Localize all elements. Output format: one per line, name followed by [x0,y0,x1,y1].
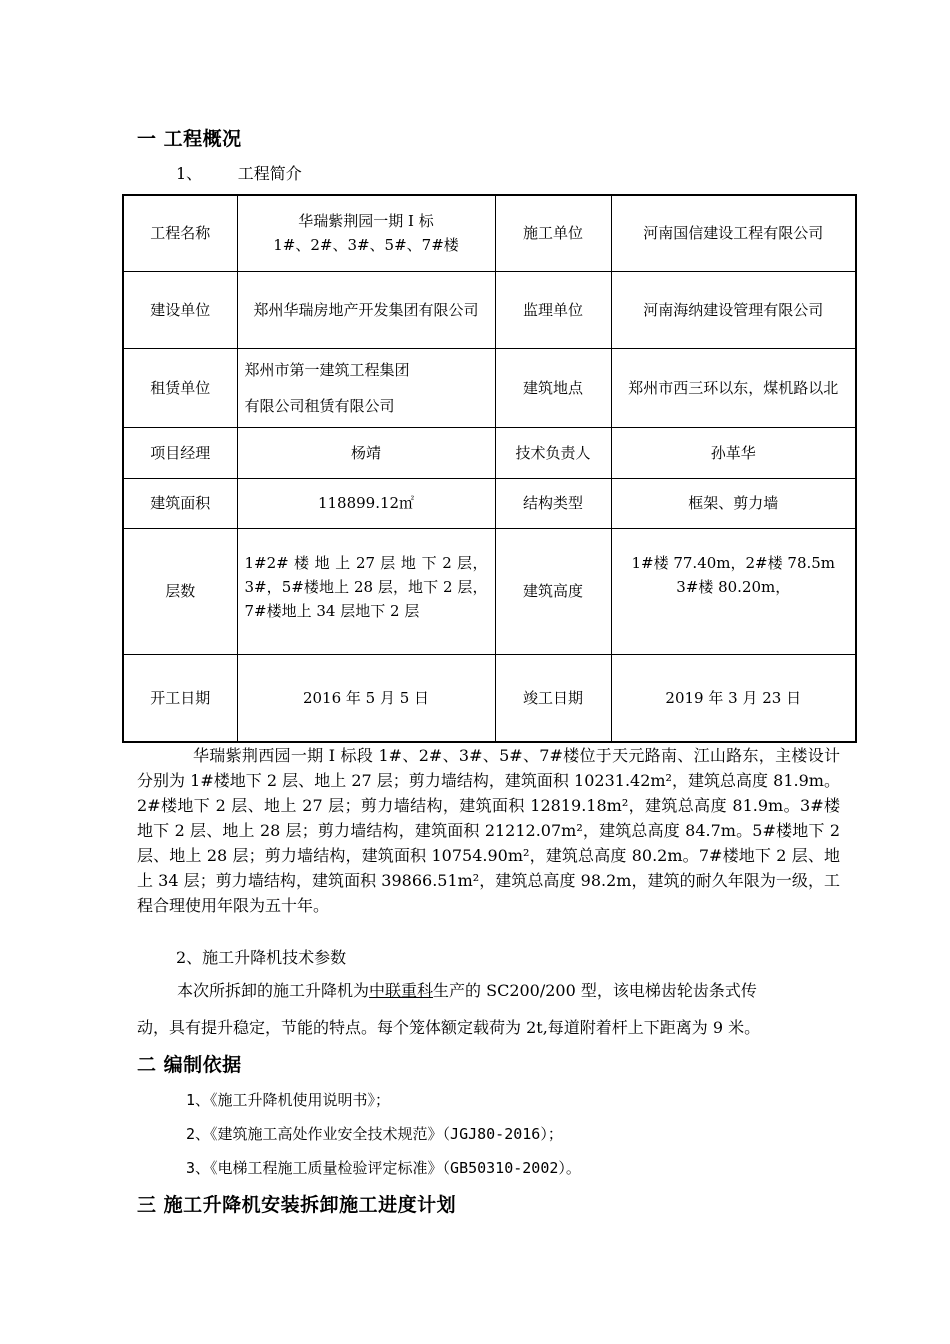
table-row [123,271,856,348]
table-key: 建筑地点 [495,348,611,427]
table-key: 结构类型 [495,478,611,528]
basis-item: 2、《建筑施工高处作业安全技术规范》（JGJ80-2016）； [186,1125,563,1143]
section-2-title: 二 编制依据 [137,1054,242,1076]
section-1-title: 一 工程概况 [137,128,242,150]
table-row [123,528,856,654]
table-value: 郑州市第一建筑工程集团 有限公司租赁有限公司 [237,348,495,427]
basis-item: 1、《施工升降机使用说明书》； [186,1091,391,1109]
basis-item: 3、《电梯工程施工质量检验评定标准》（GB50310-2002）。 [186,1159,581,1177]
table-key: 租赁单位 [123,348,237,427]
table-row [123,348,856,427]
table-value: 杨靖 [237,427,495,478]
table-value: 郑州华瑞房地产开发集团有限公司 [237,271,495,348]
table-key: 建筑面积 [123,478,237,528]
table-value: 1#2# 楼 地 上 27 层 地 下 2 层，3#，5#楼地上 28 层，地下 2 层，7#楼地上 34 层地下 2 层 [237,528,495,654]
table-value: 1#楼 77.40m，2#楼 78.5m 3#楼 80.20m， [611,528,856,654]
table-value: 华瑞紫荆园一期 I 标 1#、2#、3#、5#、7#楼 [237,195,495,271]
table-key: 竣工日期 [495,654,611,742]
table-key: 技术负责人 [495,427,611,478]
project-info-table [122,194,857,743]
table-value: 孙革华 [611,427,856,478]
table-key: 工程名称 [123,195,237,271]
table-key: 监理单位 [495,271,611,348]
subsection-2-title: 2、施工升降机技术参数 [176,948,347,967]
table-value: 郑州市西三环以东，煤机路以北 [611,348,856,427]
table-value: 118899.12㎡ [237,478,495,528]
table-value: 2016 年 5 月 5 日 [237,654,495,742]
table-key: 层数 [123,528,237,654]
table-key: 施工单位 [495,195,611,271]
table-row [123,478,856,528]
table-row [123,654,856,742]
tech-params-line-2: 动，具有提升稳定，节能的特点。每个笼体额定载荷为 2t,每道附着杆上下距离为 9 米。 [137,1018,761,1037]
table-value: 河南国信建设工程有限公司 [611,195,856,271]
subsection-1-title: 1、 工程简介 [176,164,302,183]
table-row [123,427,856,478]
manufacturer-name: 中联重科 [369,981,434,1000]
overview-paragraph: 华瑞紫荆西园一期 I 标段 1#、2#、3#、5#、7#楼位于天元路南、江山路东，主楼设计分别为 1#楼地下 2 层、地上 27 层；剪力墙结构，建筑面积 10231.42m²，建筑总高度 81.9m。2#楼地下 2 层、地上 27 层；剪力墙结构，建筑面积 12819.18m²，建筑总高度 81.9m。3#楼地下 2 层、地上 28 层；剪力墙结构，建筑面积 21212.07m²，建筑总高度 84.7m。5#楼地下 2 层、地上 28 层；剪力墙结构，建筑面积 10754.90m²，建筑总高度 80.2m。7#楼地下 2 层、地上 34 层；剪力墙结构，建筑面积 39866.51m²，建筑总高度 98.2m，建筑的耐久年限为一级，工程合理使用年限为五十年。 [137,746,840,915]
section-3-title: 三 施工升降机安装拆卸施工进度计划 [137,1194,457,1216]
table-key: 项目经理 [123,427,237,478]
table-value: 框架、剪力墙 [611,478,856,528]
table-row [123,195,856,271]
tech-params-line-1: 本次所拆卸的施工升降机为中联重科生产的 SC200/200 型，该电梯齿轮齿条式传 [177,981,757,1000]
table-key: 建筑高度 [495,528,611,654]
table-key: 开工日期 [123,654,237,742]
table-value: 2019 年 3 月 23 日 [611,654,856,742]
table-key: 建设单位 [123,271,237,348]
table-value: 河南海纳建设管理有限公司 [611,271,856,348]
